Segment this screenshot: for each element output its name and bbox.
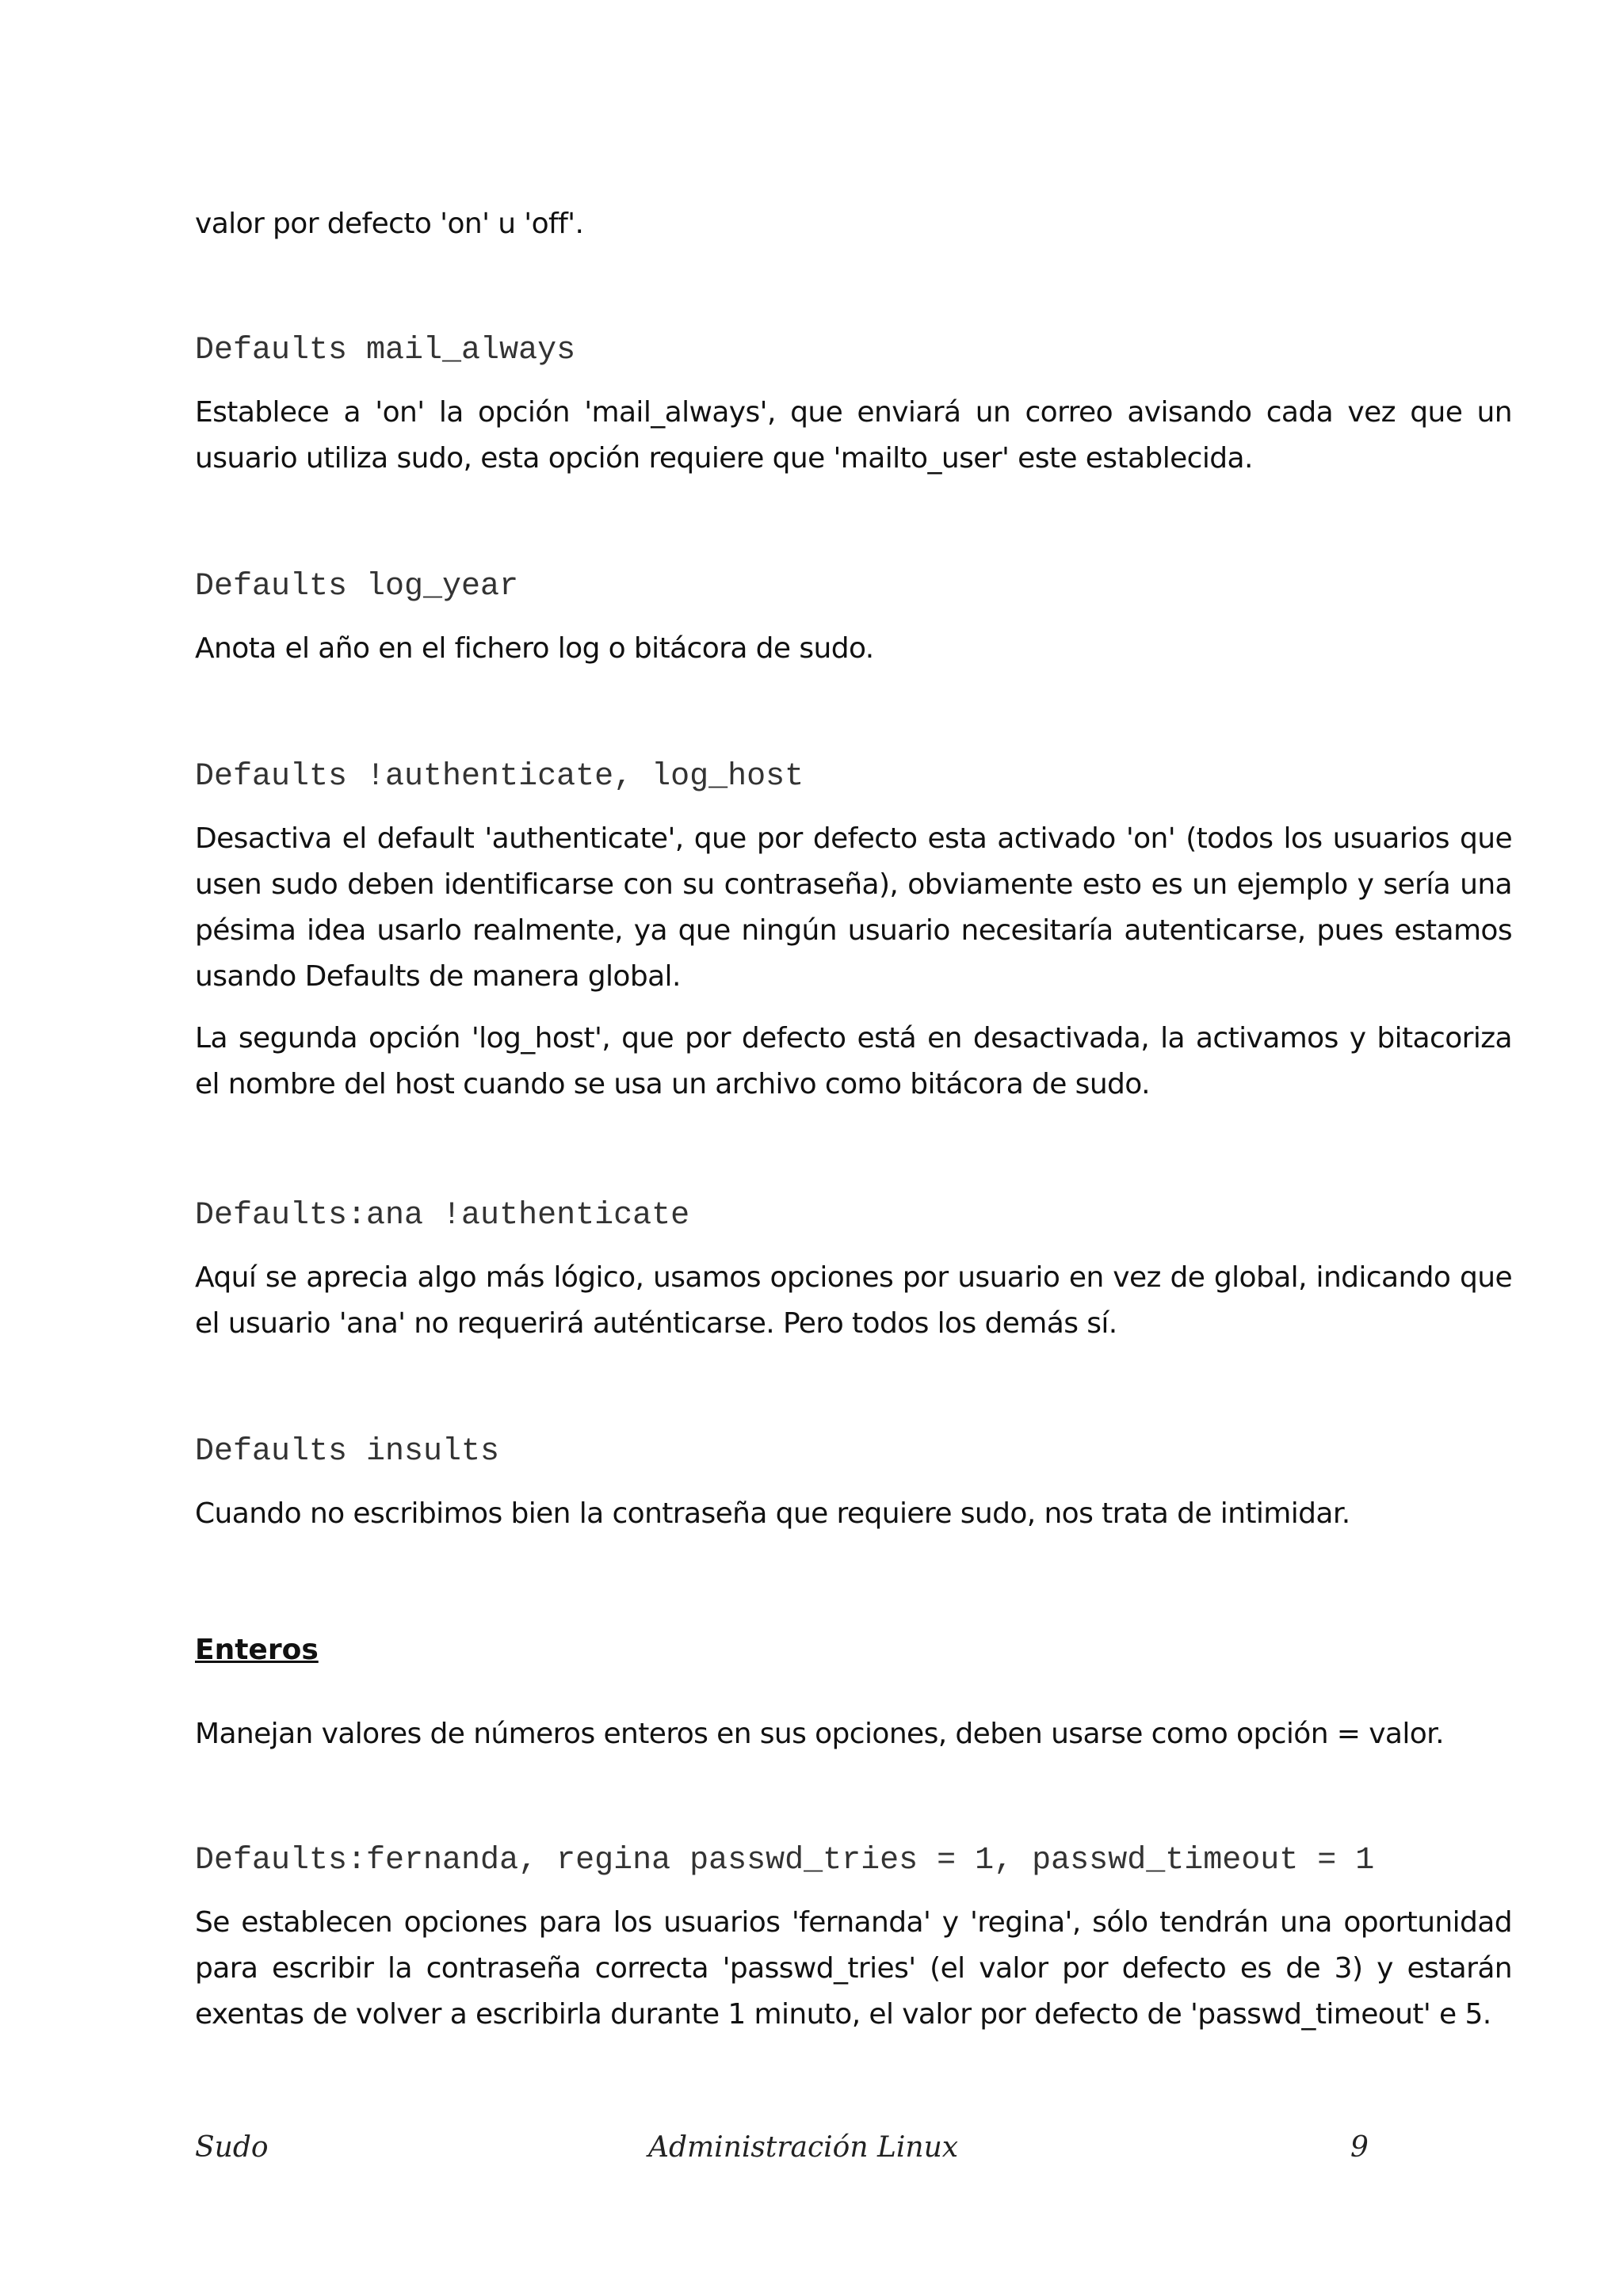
page-number: 9 bbox=[1350, 2131, 1369, 2164]
code-line: Defaults:ana !authenticate bbox=[195, 1198, 690, 1234]
paragraph: La segunda opción 'log_host', que por defecto está en desactivada, la activamos y bitacoriza el nombre del host cuando se usa un archivo como bitácora de sudo. bbox=[195, 1022, 1512, 1100]
paragraph: Manejan valores de números enteros en sus opciones, deben usarse como opción = valor. bbox=[195, 1718, 1444, 1750]
code-line: Defaults:fernanda, regina passwd_tries = 1, passwd_timeout = 1 bbox=[195, 1843, 1375, 1878]
code-line: Defaults mail_always bbox=[195, 333, 576, 368]
paragraph: Se establecen opciones para los usuarios 'fernanda' y 'regina', sólo tendrán una oportunidad para escribir la contraseña correcta 'passwd_tries' (el valor por defecto es de 3) y estarán exentas de volver a escribirla durante 1 minuto, el valor por defecto de 'passwd_timeout' e 5. bbox=[195, 1906, 1512, 2031]
code-line: Defaults !authenticate, log_host bbox=[195, 759, 804, 795]
paragraph: Desactiva el default 'authenticate', que por defecto esta activado 'on' (todos los usuarios que usen sudo deben identificarse con su contraseña), obviamente esto es un ejemplo y sería una pésima idea usarlo realmente, ya que ningún usuario necesitaría autenticarse, pues estamos usando Defaults de manera global. bbox=[195, 822, 1512, 993]
paragraph: Aquí se aprecia algo más lógico, usamos opciones por usuario en vez de global, indicando que el usuario 'ana' no requerirá auténticarse. Pero todos los demás sí. bbox=[195, 1261, 1512, 1340]
footer-center: Administración Linux bbox=[648, 2131, 959, 2164]
code-line: Defaults log_year bbox=[195, 569, 519, 605]
footer-left: Sudo bbox=[195, 2131, 269, 2164]
code-line: Defaults insults bbox=[195, 1434, 500, 1470]
paragraph: Cuando no escribimos bien la contraseña que requiere sudo, nos trata de intimidar. bbox=[195, 1497, 1350, 1530]
paragraph: valor por defecto 'on' u 'off'. bbox=[195, 208, 584, 240]
paragraph: Establece a 'on' la opción 'mail_always', que enviará un correo avisando cada vez que un usuario utiliza sudo, esta opción requiere que 'mailto_user' este establecida. bbox=[195, 396, 1512, 475]
page-footer bbox=[0, 2131, 1623, 2179]
section-heading: Enteros bbox=[195, 1634, 319, 1666]
paragraph: Anota el año en el fichero log o bitácora de sudo. bbox=[195, 632, 874, 665]
